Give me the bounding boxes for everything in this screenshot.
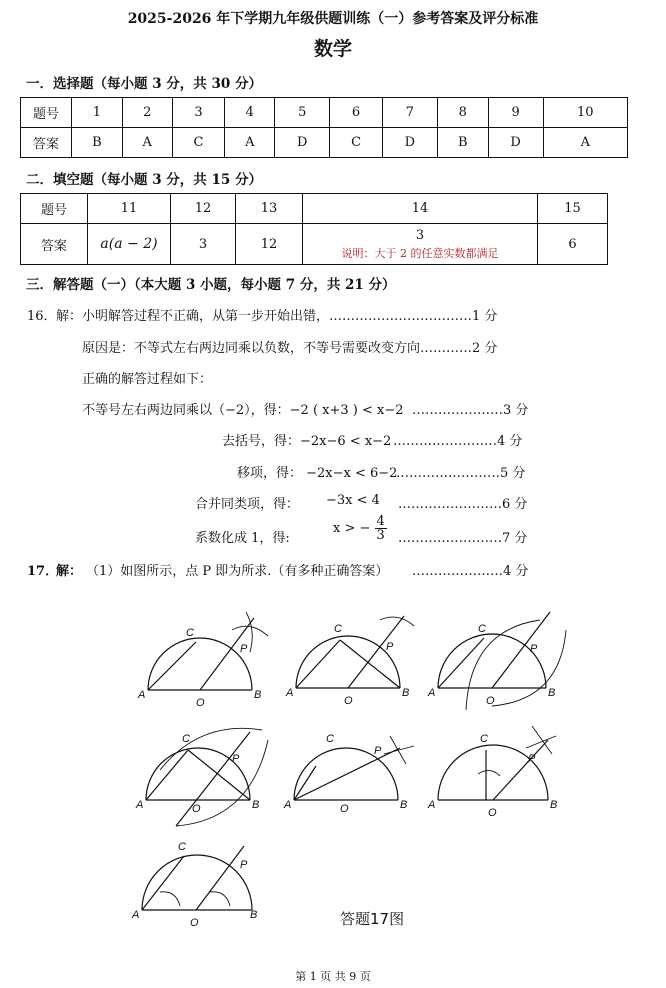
fill-answer-table	[20, 193, 608, 265]
q17-number: 17．	[27, 564, 59, 579]
point-label-o: O	[486, 695, 495, 707]
point-label-b: B	[250, 909, 258, 921]
q16-line6-score: ……………………5 分	[396, 466, 526, 481]
figure-6	[438, 726, 556, 800]
question-number: 12	[171, 194, 236, 224]
answer-cell: A	[122, 128, 172, 158]
answer-cell: 12	[236, 224, 303, 265]
point-label-p: P	[240, 859, 248, 871]
q17-line1-score: …………………4 分	[412, 564, 529, 579]
point-label-c: C	[480, 733, 488, 745]
question-number: 4	[225, 98, 275, 128]
figure-3	[438, 612, 566, 710]
choice-answer-table	[20, 97, 628, 158]
figure-caption: 答题17图	[340, 910, 405, 928]
q16-line8-lhs: x > −	[333, 521, 371, 536]
section1-heading: 一．选择题（每小题 3 分，共 30 分）	[26, 76, 262, 92]
point-label-c: C	[334, 623, 342, 635]
point-label-a: A	[286, 687, 294, 699]
point-label-o: O	[196, 697, 205, 709]
fraction	[375, 515, 387, 542]
answer-cell: A	[543, 128, 627, 158]
q16-line5-score: ……………………4 分	[393, 434, 523, 449]
point-label-p: P	[374, 745, 382, 757]
point-label-c: C	[178, 841, 186, 853]
q16-line8-score: ……………………7 分	[398, 531, 528, 546]
q16-line8: 系数化成 1，得:	[195, 531, 290, 546]
q16-line4-score: …………………3 分	[412, 403, 529, 418]
question-number: 6	[330, 98, 383, 128]
question-number: 10	[543, 98, 627, 128]
fraction-denominator: 3	[376, 528, 385, 543]
question-number: 3	[172, 98, 225, 128]
section3-heading: 三．解答题（一）（本大题 3 小题，每小题 7 分，共 21 分）	[26, 277, 396, 293]
table-row	[21, 224, 608, 265]
figure-4	[146, 728, 268, 826]
figure-5	[294, 736, 414, 800]
q16-line7-score: ……………………6 分	[398, 497, 528, 512]
figure-7	[142, 846, 252, 910]
answer-value: 3	[415, 227, 425, 243]
answer-note: 说明：大于 2 的任意实数都满足	[341, 246, 499, 260]
question-number: 8	[437, 98, 488, 128]
point-label-c: C	[186, 627, 194, 639]
point-label-b: B	[400, 799, 408, 811]
question-number: 9	[488, 98, 543, 128]
q16-line4: 不等号左右两边同乘以（−2），得：−2 ( x+3 ) < x−2	[82, 403, 404, 418]
figure-2	[296, 616, 414, 688]
q16-line5: 去括号，得：−2x−6 < x−2	[222, 434, 392, 449]
page-footer: 第 1 页 共 9 页	[295, 970, 371, 983]
question-number: 1	[72, 98, 123, 128]
point-label-o: O	[190, 917, 199, 929]
question-number: 5	[275, 98, 330, 128]
figure-1	[148, 612, 268, 690]
section2-heading: 二．填空题（每小题 3 分，共 15 分）	[26, 172, 262, 188]
question-number: 2	[122, 98, 172, 128]
question-number: 15	[538, 194, 608, 224]
point-label-a: A	[428, 687, 436, 699]
table-row	[21, 128, 628, 158]
point-label-a: A	[136, 799, 144, 811]
point-label-b: B	[550, 799, 558, 811]
point-label-o: O	[192, 803, 201, 815]
point-label-c: C	[326, 733, 334, 745]
q17-solve: 解：	[56, 564, 83, 579]
fraction-numerator: 4	[376, 514, 385, 529]
point-label-a: A	[138, 689, 146, 701]
q16-line8-math	[333, 515, 387, 542]
point-label-a: A	[428, 799, 436, 811]
table-row	[21, 194, 608, 224]
q16-line7-math: −3x < 4	[326, 493, 380, 508]
point-label-b: B	[548, 687, 556, 699]
answer-cell: D	[275, 128, 330, 158]
point-label-p: P	[528, 753, 536, 765]
point-label-p: P	[530, 643, 538, 655]
answer-cell: a(a − 2)	[88, 224, 171, 265]
q16-line6: 移项，得： −2x−x < 6−2	[237, 466, 398, 481]
point-label-p: P	[240, 643, 248, 655]
answer-cell: C	[330, 128, 383, 158]
answer-cell-14	[303, 224, 538, 265]
q16-number: 16．	[27, 309, 57, 324]
row-label-question: 题号	[21, 194, 88, 224]
row-label-question: 题号	[21, 98, 72, 128]
point-label-p: P	[232, 753, 240, 765]
point-label-p: P	[386, 641, 394, 653]
construction-figures	[0, 590, 666, 950]
document-title: 2025-2026 年下学期九年级供题训练（一）参考答案及评分标准	[127, 11, 539, 27]
answer-cell: A	[225, 128, 275, 158]
question-number: 11	[88, 194, 171, 224]
point-label-b: B	[252, 799, 260, 811]
point-label-c: C	[478, 623, 486, 635]
row-label-answer: 答案	[21, 224, 88, 265]
answer-cell: B	[72, 128, 123, 158]
question-number: 7	[382, 98, 437, 128]
answer-cell: D	[382, 128, 437, 158]
question-number: 14	[303, 194, 538, 224]
q16-line1: 解：小明解答过程不正确，从第一步开始出错，……………………………1 分	[56, 309, 498, 324]
point-label-o: O	[488, 807, 497, 819]
answer-cell: 6	[538, 224, 608, 265]
point-label-b: B	[254, 689, 262, 701]
question-number: 13	[236, 194, 303, 224]
point-label-c: C	[182, 733, 190, 745]
point-label-a: A	[132, 909, 140, 921]
point-label-o: O	[340, 803, 349, 815]
answer-cell: B	[437, 128, 488, 158]
row-label-answer: 答案	[21, 128, 72, 158]
point-label-b: B	[402, 687, 410, 699]
answer-cell: D	[488, 128, 543, 158]
answer-cell: 3	[171, 224, 236, 265]
subject-title: 数学	[313, 38, 352, 60]
q16-line2: 原因是：不等式左右两边同乘以负数，不等号需要改变方向…………2 分	[82, 341, 498, 356]
q16-line3: 正确的解答过程如下：	[82, 372, 213, 387]
point-label-a: A	[284, 799, 292, 811]
point-label-o: O	[344, 695, 353, 707]
answer-cell: C	[172, 128, 225, 158]
table-row	[21, 98, 628, 128]
q16-line7: 合并同类项，得：	[195, 497, 300, 512]
q17-line1: （1）如图所示，点 P 即为所求.（有多种正确答案）	[86, 564, 389, 579]
